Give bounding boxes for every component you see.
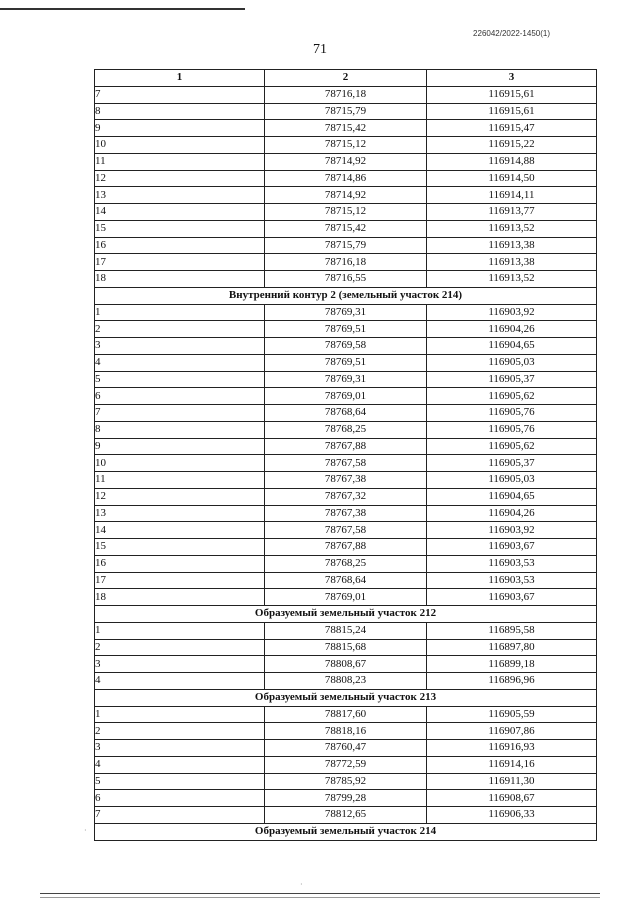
x-coordinate-cell: 78769,01 bbox=[265, 589, 427, 606]
y-coordinate-cell: 116897,80 bbox=[427, 639, 597, 656]
table-row bbox=[95, 86, 597, 103]
y-coordinate-cell: 116914,16 bbox=[427, 756, 597, 773]
y-coordinate-cell: 116906,33 bbox=[427, 807, 597, 824]
table-row bbox=[95, 706, 597, 723]
x-coordinate-cell: 78808,67 bbox=[265, 656, 427, 673]
y-coordinate-cell: 116915,61 bbox=[427, 103, 597, 120]
y-coordinate-cell: 116904,26 bbox=[427, 321, 597, 338]
x-coordinate-cell: 78715,12 bbox=[265, 137, 427, 154]
section-title: Образуемый земельный участок 214 bbox=[95, 823, 597, 840]
table-row bbox=[95, 572, 597, 589]
table-row bbox=[95, 338, 597, 355]
y-coordinate-cell: 116915,47 bbox=[427, 120, 597, 137]
point-number-cell: 10 bbox=[95, 137, 265, 154]
section-header-row bbox=[95, 823, 597, 840]
page-number: 71 bbox=[313, 42, 327, 57]
x-coordinate-cell: 78715,42 bbox=[265, 120, 427, 137]
y-coordinate-cell: 116915,61 bbox=[427, 86, 597, 103]
y-coordinate-cell: 116905,03 bbox=[427, 354, 597, 371]
point-number-cell: 2 bbox=[95, 639, 265, 656]
x-coordinate-cell: 78767,38 bbox=[265, 472, 427, 489]
table-row bbox=[95, 472, 597, 489]
y-coordinate-cell: 116905,76 bbox=[427, 421, 597, 438]
y-coordinate-cell: 116916,93 bbox=[427, 740, 597, 757]
x-coordinate-cell: 78818,16 bbox=[265, 723, 427, 740]
y-coordinate-cell: 116903,92 bbox=[427, 304, 597, 321]
y-coordinate-cell: 116904,26 bbox=[427, 505, 597, 522]
x-coordinate-cell: 78767,58 bbox=[265, 522, 427, 539]
point-number-cell: 9 bbox=[95, 438, 265, 455]
point-number-cell: 5 bbox=[95, 773, 265, 790]
x-coordinate-cell: 78768,64 bbox=[265, 405, 427, 422]
section-header-row bbox=[95, 689, 597, 706]
table-row bbox=[95, 807, 597, 824]
point-number-cell: 10 bbox=[95, 455, 265, 472]
y-coordinate-cell: 116903,53 bbox=[427, 555, 597, 572]
y-coordinate-cell: 116914,88 bbox=[427, 153, 597, 170]
point-number-cell: 8 bbox=[95, 421, 265, 438]
table-row bbox=[95, 304, 597, 321]
scan-mark: · bbox=[300, 880, 303, 889]
x-coordinate-cell: 78715,42 bbox=[265, 220, 427, 237]
top-rule bbox=[0, 8, 245, 10]
column-header-3: 3 bbox=[427, 70, 597, 87]
table-row bbox=[95, 421, 597, 438]
x-coordinate-cell: 78760,47 bbox=[265, 740, 427, 757]
table-row bbox=[95, 371, 597, 388]
y-coordinate-cell: 116907,86 bbox=[427, 723, 597, 740]
point-number-cell: 4 bbox=[95, 354, 265, 371]
point-number-cell: 1 bbox=[95, 304, 265, 321]
point-number-cell: 1 bbox=[95, 706, 265, 723]
x-coordinate-cell: 78768,25 bbox=[265, 421, 427, 438]
section-title: Внутренний контур 2 (земельный участок 214) bbox=[95, 287, 597, 304]
point-number-cell: 11 bbox=[95, 472, 265, 489]
table-row bbox=[95, 237, 597, 254]
table-header-row bbox=[95, 70, 597, 87]
table-row bbox=[95, 271, 597, 288]
x-coordinate-cell: 78769,58 bbox=[265, 338, 427, 355]
table-row bbox=[95, 740, 597, 757]
x-coordinate-cell: 78769,01 bbox=[265, 388, 427, 405]
point-number-cell: 13 bbox=[95, 505, 265, 522]
table-row bbox=[95, 354, 597, 371]
table-row bbox=[95, 539, 597, 556]
point-number-cell: 18 bbox=[95, 589, 265, 606]
point-number-cell: 6 bbox=[95, 388, 265, 405]
x-coordinate-cell: 78714,86 bbox=[265, 170, 427, 187]
point-number-cell: 18 bbox=[95, 271, 265, 288]
document-reference: 226042/2022-1450(1) bbox=[473, 29, 550, 38]
table-row bbox=[95, 488, 597, 505]
y-coordinate-cell: 116913,52 bbox=[427, 220, 597, 237]
table-row bbox=[95, 673, 597, 690]
table-row bbox=[95, 589, 597, 606]
table-row bbox=[95, 639, 597, 656]
table-row bbox=[95, 438, 597, 455]
table-row bbox=[95, 187, 597, 204]
point-number-cell: 3 bbox=[95, 656, 265, 673]
y-coordinate-cell: 116911,30 bbox=[427, 773, 597, 790]
x-coordinate-cell: 78769,31 bbox=[265, 304, 427, 321]
table-row bbox=[95, 204, 597, 221]
y-coordinate-cell: 116905,37 bbox=[427, 371, 597, 388]
section-title: Образуемый земельный участок 212 bbox=[95, 606, 597, 623]
point-number-cell: 4 bbox=[95, 756, 265, 773]
point-number-cell: 15 bbox=[95, 539, 265, 556]
y-coordinate-cell: 116899,18 bbox=[427, 656, 597, 673]
point-number-cell: 17 bbox=[95, 254, 265, 271]
point-number-cell: 2 bbox=[95, 321, 265, 338]
x-coordinate-cell: 78767,58 bbox=[265, 455, 427, 472]
table-row bbox=[95, 656, 597, 673]
x-coordinate-cell: 78799,28 bbox=[265, 790, 427, 807]
x-coordinate-cell: 78714,92 bbox=[265, 187, 427, 204]
point-number-cell: 5 bbox=[95, 371, 265, 388]
table-row bbox=[95, 455, 597, 472]
x-coordinate-cell: 78768,64 bbox=[265, 572, 427, 589]
y-coordinate-cell: 116914,11 bbox=[427, 187, 597, 204]
x-coordinate-cell: 78715,79 bbox=[265, 237, 427, 254]
x-coordinate-cell: 78769,51 bbox=[265, 354, 427, 371]
point-number-cell: 1 bbox=[95, 622, 265, 639]
point-number-cell: 3 bbox=[95, 740, 265, 757]
table-row bbox=[95, 103, 597, 120]
point-number-cell: 8 bbox=[95, 103, 265, 120]
table-row bbox=[95, 405, 597, 422]
x-coordinate-cell: 78716,18 bbox=[265, 254, 427, 271]
table-row bbox=[95, 170, 597, 187]
x-coordinate-cell: 78715,12 bbox=[265, 204, 427, 221]
table-row bbox=[95, 773, 597, 790]
y-coordinate-cell: 116896,96 bbox=[427, 673, 597, 690]
point-number-cell: 4 bbox=[95, 673, 265, 690]
y-coordinate-cell: 116903,92 bbox=[427, 522, 597, 539]
y-coordinate-cell: 116905,62 bbox=[427, 388, 597, 405]
column-header-1: 1 bbox=[95, 70, 265, 87]
table-row bbox=[95, 254, 597, 271]
table-row bbox=[95, 220, 597, 237]
x-coordinate-cell: 78767,88 bbox=[265, 438, 427, 455]
table-row bbox=[95, 120, 597, 137]
point-number-cell: 13 bbox=[95, 187, 265, 204]
y-coordinate-cell: 116895,58 bbox=[427, 622, 597, 639]
y-coordinate-cell: 116905,03 bbox=[427, 472, 597, 489]
x-coordinate-cell: 78767,32 bbox=[265, 488, 427, 505]
x-coordinate-cell: 78785,92 bbox=[265, 773, 427, 790]
point-number-cell: 14 bbox=[95, 204, 265, 221]
table-row bbox=[95, 388, 597, 405]
y-coordinate-cell: 116905,37 bbox=[427, 455, 597, 472]
table-row bbox=[95, 137, 597, 154]
x-coordinate-cell: 78815,24 bbox=[265, 622, 427, 639]
x-coordinate-cell: 78714,92 bbox=[265, 153, 427, 170]
y-coordinate-cell: 116904,65 bbox=[427, 488, 597, 505]
x-coordinate-cell: 78767,38 bbox=[265, 505, 427, 522]
x-coordinate-cell: 78768,25 bbox=[265, 555, 427, 572]
y-coordinate-cell: 116903,67 bbox=[427, 589, 597, 606]
point-number-cell: 17 bbox=[95, 572, 265, 589]
y-coordinate-cell: 116915,22 bbox=[427, 137, 597, 154]
point-number-cell: 2 bbox=[95, 723, 265, 740]
point-number-cell: 9 bbox=[95, 120, 265, 137]
bottom-rule bbox=[40, 893, 600, 894]
x-coordinate-cell: 78808,23 bbox=[265, 673, 427, 690]
section-header-row bbox=[95, 287, 597, 304]
y-coordinate-cell: 116913,38 bbox=[427, 254, 597, 271]
point-number-cell: 16 bbox=[95, 237, 265, 254]
table-row bbox=[95, 555, 597, 572]
point-number-cell: 3 bbox=[95, 338, 265, 355]
x-coordinate-cell: 78716,55 bbox=[265, 271, 427, 288]
table-row bbox=[95, 790, 597, 807]
y-coordinate-cell: 116905,62 bbox=[427, 438, 597, 455]
x-coordinate-cell: 78817,60 bbox=[265, 706, 427, 723]
y-coordinate-cell: 116905,59 bbox=[427, 706, 597, 723]
table-row bbox=[95, 321, 597, 338]
x-coordinate-cell: 78715,79 bbox=[265, 103, 427, 120]
y-coordinate-cell: 116913,52 bbox=[427, 271, 597, 288]
point-number-cell: 15 bbox=[95, 220, 265, 237]
bottom-rule-faint bbox=[40, 897, 600, 898]
x-coordinate-cell: 78716,18 bbox=[265, 86, 427, 103]
table-row bbox=[95, 756, 597, 773]
x-coordinate-cell: 78812,65 bbox=[265, 807, 427, 824]
x-coordinate-cell: 78772,59 bbox=[265, 756, 427, 773]
table-row bbox=[95, 505, 597, 522]
point-number-cell: 16 bbox=[95, 555, 265, 572]
point-number-cell: 7 bbox=[95, 86, 265, 103]
x-coordinate-cell: 78767,88 bbox=[265, 539, 427, 556]
y-coordinate-cell: 116913,38 bbox=[427, 237, 597, 254]
point-number-cell: 6 bbox=[95, 790, 265, 807]
y-coordinate-cell: 116913,77 bbox=[427, 204, 597, 221]
x-coordinate-cell: 78769,31 bbox=[265, 371, 427, 388]
point-number-cell: 14 bbox=[95, 522, 265, 539]
x-coordinate-cell: 78769,51 bbox=[265, 321, 427, 338]
table-row bbox=[95, 622, 597, 639]
y-coordinate-cell: 116905,76 bbox=[427, 405, 597, 422]
point-number-cell: 7 bbox=[95, 807, 265, 824]
point-number-cell: 12 bbox=[95, 488, 265, 505]
y-coordinate-cell: 116903,53 bbox=[427, 572, 597, 589]
point-number-cell: 11 bbox=[95, 153, 265, 170]
x-coordinate-cell: 78815,68 bbox=[265, 639, 427, 656]
point-number-cell: 12 bbox=[95, 170, 265, 187]
section-title: Образуемый земельный участок 213 bbox=[95, 689, 597, 706]
table-row bbox=[95, 153, 597, 170]
y-coordinate-cell: 116914,50 bbox=[427, 170, 597, 187]
column-header-2: 2 bbox=[265, 70, 427, 87]
y-coordinate-cell: 116908,67 bbox=[427, 790, 597, 807]
table-row bbox=[95, 522, 597, 539]
scan-mark: · bbox=[84, 826, 87, 835]
y-coordinate-cell: 116904,65 bbox=[427, 338, 597, 355]
coordinates-table bbox=[94, 69, 597, 841]
point-number-cell: 7 bbox=[95, 405, 265, 422]
y-coordinate-cell: 116903,67 bbox=[427, 539, 597, 556]
table-row bbox=[95, 723, 597, 740]
section-header-row bbox=[95, 606, 597, 623]
